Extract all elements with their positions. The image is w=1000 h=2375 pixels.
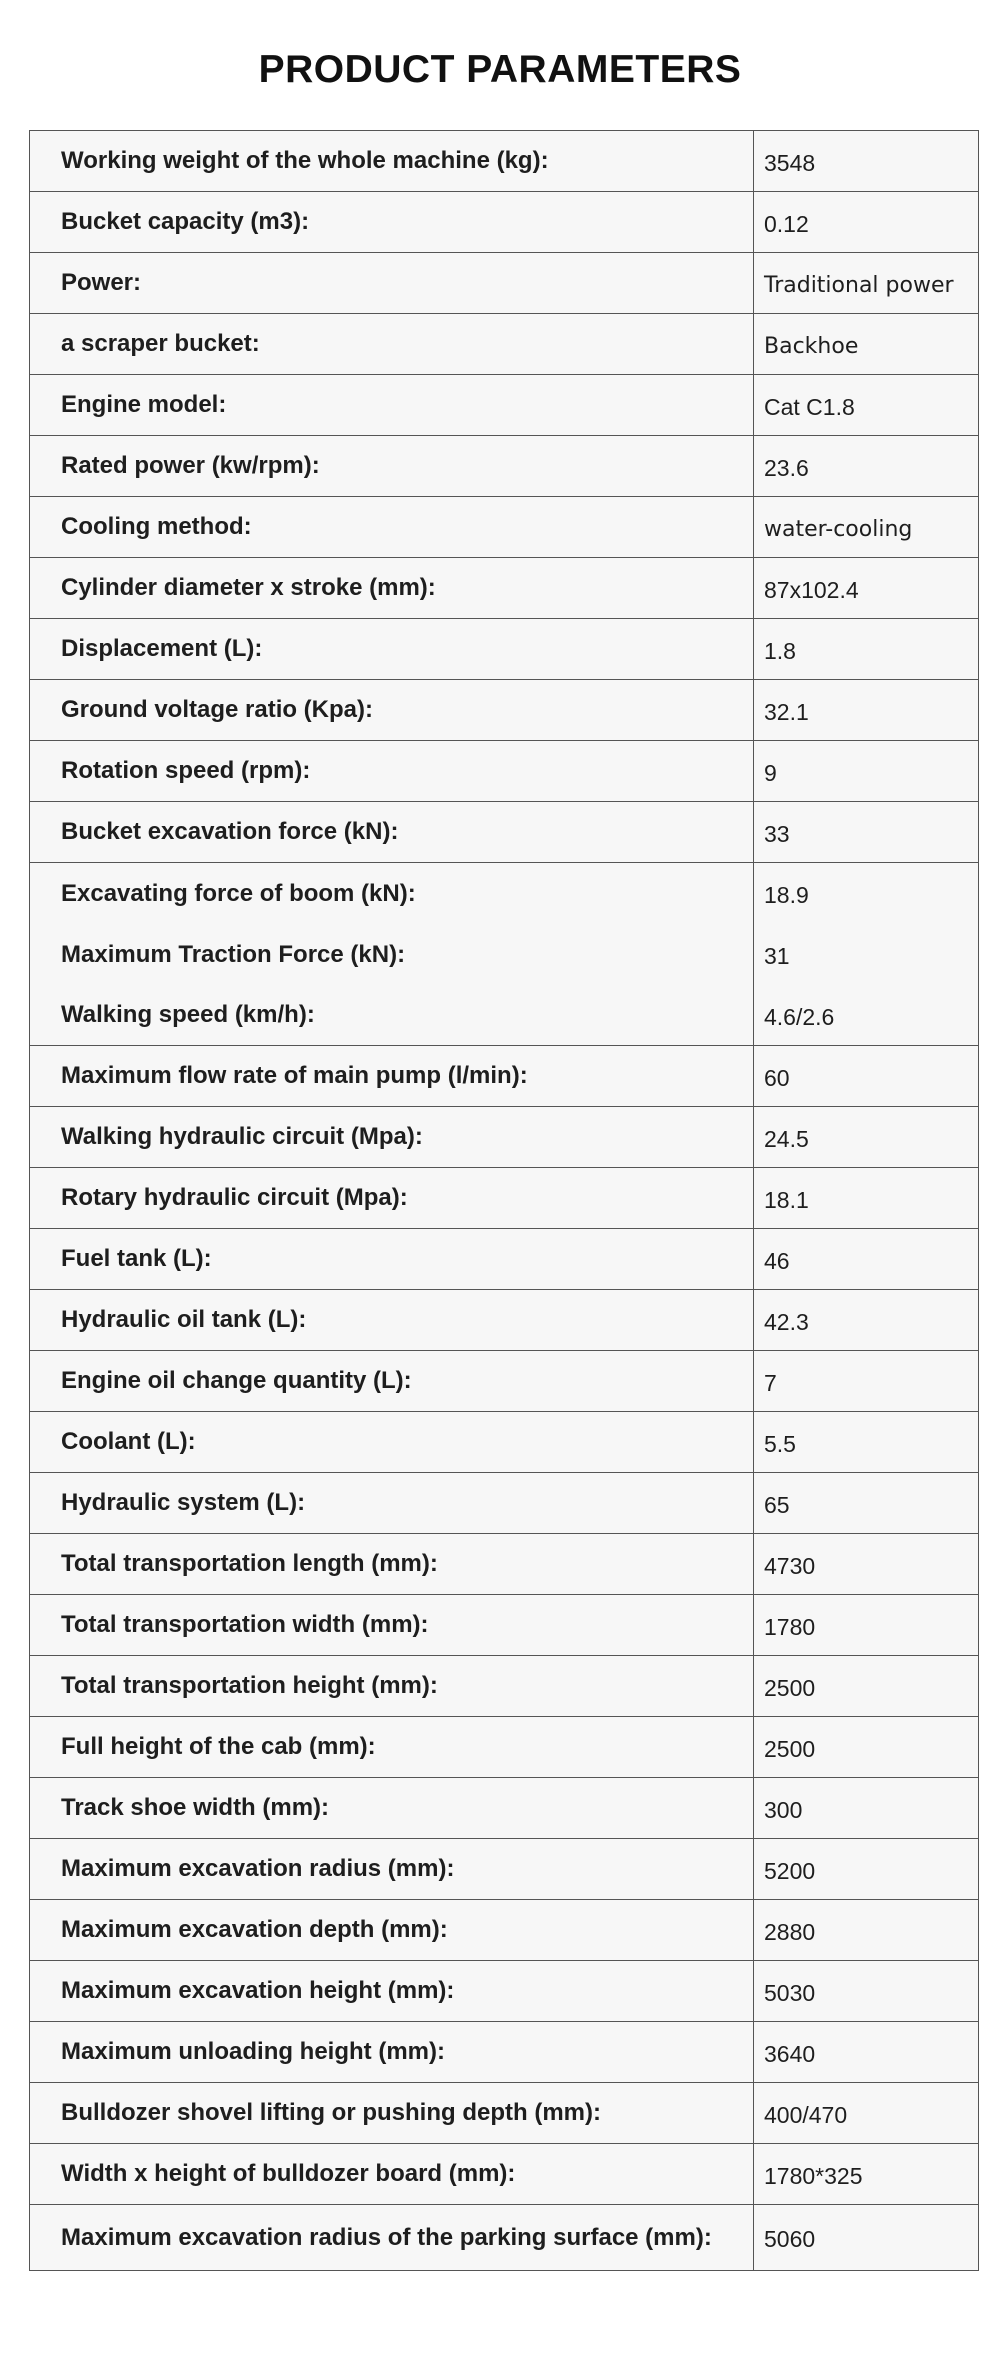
param-label: Walking hydraulic circuit (Mpa): [30,1107,754,1167]
param-label: Bulldozer shovel lifting or pushing depth (mm): [30,2083,754,2143]
param-label: Rotary hydraulic circuit (Mpa): [30,1168,754,1228]
table-row [30,1656,978,1717]
table-row [30,192,978,253]
param-label: Total transportation width (mm): [30,1595,754,1655]
param-label: Total transportation height (mm): [30,1656,754,1716]
table-row [30,1717,978,1778]
param-value: Backhoe [764,333,859,359]
table-row [30,2083,978,2144]
table-row [30,1534,978,1595]
table-row [30,619,978,680]
table-row [30,436,978,497]
param-label: Engine model: [30,375,754,435]
param-label: Hydraulic oil tank (L): [30,1290,754,1350]
param-label: Power: [30,253,754,313]
table-row [30,863,978,924]
param-value: water-cooling [764,516,913,542]
table-row [30,1351,978,1412]
param-value: 3548 [764,149,816,176]
param-value: Cat C1.8 [764,393,855,420]
param-value: 46 [764,1247,790,1274]
table-row [30,1107,978,1168]
param-value: 2500 [764,1674,816,1701]
param-label: Maximum flow rate of main pump (l/min): [30,1046,754,1106]
param-label: Coolant (L): [30,1412,754,1472]
param-value: 3640 [764,2040,816,2067]
param-label: Rated power (kw/rpm): [30,436,754,496]
param-value: 5060 [764,2226,816,2252]
param-value: 65 [764,1491,790,1518]
param-value: 5030 [764,1979,816,2006]
param-label: Excavating force of boom (kN): [30,863,754,924]
param-label: Hydraulic system (L): [30,1473,754,1533]
param-label: Maximum unloading height (mm): [30,2022,754,2082]
param-label: Walking speed (km/h): [30,985,754,1045]
parameters-table [29,130,979,2271]
param-value: 1780 [764,1613,816,1640]
param-label: Cylinder diameter x stroke (mm): [30,558,754,618]
param-value: Traditional power [764,272,954,298]
table-row [30,1961,978,2022]
param-label: Bucket excavation force (kN): [30,802,754,862]
table-row [30,1168,978,1229]
param-value: 24.5 [764,1125,809,1152]
table-row [30,131,978,192]
param-value: 60 [764,1064,790,1091]
param-label: Maximum excavation radius of the parking surface (mm): [30,2205,754,2270]
param-label: Track shoe width (mm): [30,1778,754,1838]
table-row [30,802,978,863]
param-value: 5200 [764,1857,816,1884]
param-value: 2500 [764,1735,816,1762]
table-row [30,985,978,1046]
param-value: 2880 [764,1918,816,1945]
param-value: 9 [764,759,777,786]
param-label: Maximum excavation depth (mm): [30,1900,754,1960]
table-row [30,1595,978,1656]
table-row [30,2205,978,2270]
page-title: PRODUCT PARAMETERS [258,48,742,91]
param-value: 42.3 [764,1308,809,1335]
param-label: Engine oil change quantity (L): [30,1351,754,1411]
table-row [30,741,978,802]
table-row [30,924,978,985]
param-label: Maximum excavation radius (mm): [30,1839,754,1899]
table-row [30,1778,978,1839]
table-row [30,1290,978,1351]
param-label: Bucket capacity (m3): [30,192,754,252]
param-label: Maximum Traction Force (kN): [30,924,754,985]
param-value: 4730 [764,1552,816,1579]
table-row [30,1046,978,1107]
param-value: 1.8 [764,637,796,664]
param-value: 1780*325 [764,2162,863,2189]
param-label: Working weight of the whole machine (kg): [30,131,754,191]
param-label: Width x height of bulldozer board (mm): [30,2144,754,2204]
param-value: 0.12 [764,210,809,237]
param-label: Displacement (L): [30,619,754,679]
param-value: 5.5 [764,1430,796,1457]
param-value: 7 [764,1369,777,1396]
param-label: Ground voltage ratio (Kpa): [30,680,754,740]
table-row [30,1473,978,1534]
param-label: a scraper bucket: [30,314,754,374]
param-label: Maximum excavation height (mm): [30,1961,754,2021]
table-row [30,2022,978,2083]
table-row [30,497,978,558]
table-row [30,558,978,619]
param-value: 18.1 [764,1186,809,1213]
param-label: Cooling method: [30,497,754,557]
param-label: Rotation speed (rpm): [30,741,754,801]
table-row [30,1900,978,1961]
param-value: 32.1 [764,698,809,725]
param-value: 4.6/2.6 [764,1003,835,1030]
param-value: 23.6 [764,454,809,481]
param-value: 400/470 [764,2101,848,2128]
param-label: Total transportation length (mm): [30,1534,754,1594]
table-row [30,314,978,375]
param-value: 300 [764,1796,803,1823]
table-row [30,2144,978,2205]
param-value: 33 [764,820,790,847]
table-row [30,253,978,314]
table-row [30,1839,978,1900]
table-row [30,375,978,436]
table-row [30,1412,978,1473]
param-label: Fuel tank (L): [30,1229,754,1289]
table-row [30,680,978,741]
param-value: 87x102.4 [764,576,859,603]
param-label: Full height of the cab (mm): [30,1717,754,1777]
param-value: 31 [764,943,790,969]
table-row [30,1229,978,1290]
param-value: 18.9 [764,882,809,908]
